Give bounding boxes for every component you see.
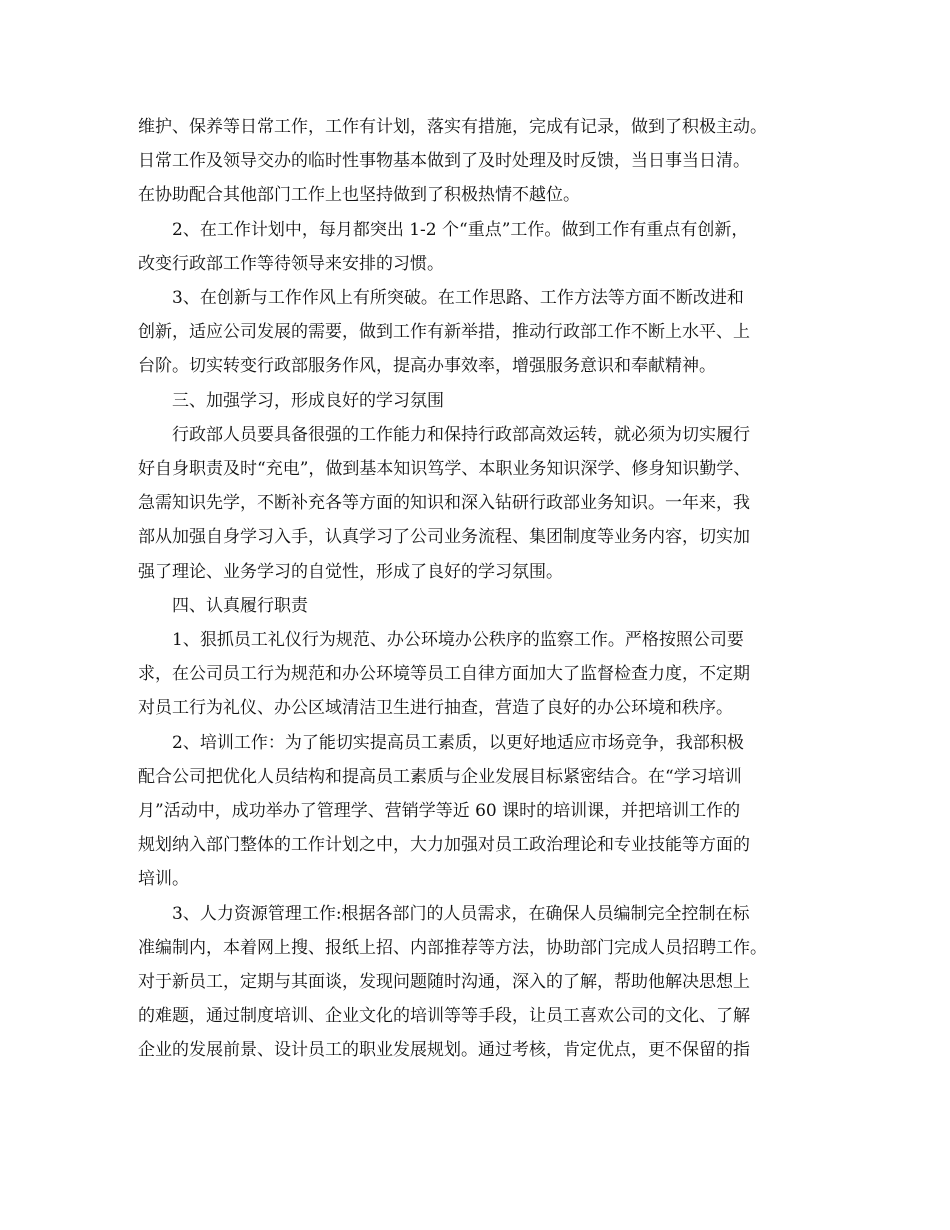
text-line: 强了理论、业务学习的自觉性，形成了良好的学习氛围。 [138, 561, 563, 582]
text-line: 对员工行为礼仪、办公区域清洁卫生进行抽查，营造了良好的办公环境和秩序。 [138, 698, 733, 719]
text-line: 2、在工作计划中，每月都突出 1-2 个“重点”工作。做到工作有重点有创新， [172, 219, 749, 240]
text-line: 部从加强自身学习入手，认真学习了公司业务流程、集团制度等业务内容，切实加 [138, 527, 750, 548]
text-line: 规划纳入部门整体的工作计划之中，大力加强对员工政治理论和专业技能等方面的 [138, 835, 750, 856]
paragraph [138, 897, 828, 1068]
text-line: 改变行政部工作等待领导来安排的习惯。 [138, 253, 444, 274]
section-heading [138, 589, 828, 623]
paragraph [138, 726, 828, 897]
paragraph [138, 213, 828, 281]
text-line: 1、狠抓员工礼仪行为规范、办公环境办公秩序的监察工作。严格按照公司要 [172, 630, 744, 651]
text-line: 日常工作及领导交办的临时性事物基本做到了及时处理及时反馈，当日事当日清。 [138, 151, 750, 172]
text-line: 四、认真履行职责 [172, 595, 308, 616]
text-line: 求，在公司员工行为规范和办公环境等员工自律方面加大了监督检查力度，不定期 [138, 664, 750, 685]
text-line: 台阶。切实转变行政部服务作风，提高办事效率，增强服务意识和奉献精神。 [138, 356, 716, 377]
text-line: 3、在创新与工作作风上有所突破。在工作思路、工作方法等方面不断改进和 [172, 288, 744, 309]
section-heading [138, 384, 828, 418]
text-line: 月”活动中，成功举办了管理学、营销学等近 60 课时的培训课，并把培训工作的 [138, 801, 741, 822]
text-line: 培训。 [138, 869, 189, 890]
text-line: 的难题，通过制度培训、企业文化的培训等等手段，让员工喜欢公司的文化、了解 [138, 1006, 750, 1027]
text-line: 创新，适应公司发展的需要，做到工作有新举措，推动行政部工作不断上水平、上 [138, 322, 750, 343]
text-line: 准编制内，本着网上搜、报纸上招、内部推荐等方法，协助部门完成人员招聘工作。 [138, 937, 767, 958]
paragraph [138, 418, 828, 589]
text-line: 对于新员工，定期与其面谈，发现问题随时沟通，深入的了解，帮助他解决思想上 [138, 972, 750, 993]
text-line: 企业的发展前景、设计员工的职业发展规划。通过考核，肯定优点，更不保留的指 [138, 1040, 750, 1061]
paragraph [138, 623, 828, 726]
text-line: 急需知识先学，不断补充各等方面的知识和深入钻研行政部业务知识。一年来，我 [138, 493, 750, 514]
text-line: 2、培训工作：为了能切实提高员工素质，以更好地适应市场竞争，我部积极 [172, 732, 744, 753]
text-line: 配合公司把优化人员结构和提高员工素质与企业发展目标紧密结合。在“学习培训 [138, 766, 742, 787]
text-line: 维护、保养等日常工作，工作有计划，落实有措施，完成有记录，做到了积极主动。 [138, 117, 767, 137]
text-line: 好自身职责及时“充电”，做到基本知识笃学、本职业务知识深学、修身知识勤学、 [138, 459, 751, 480]
text-line: 行政部人员要具备很强的工作能力和保持行政部高效运转，就必须为切实履行 [172, 424, 750, 445]
paragraph [138, 110, 828, 213]
paragraph [138, 281, 828, 384]
text-line: 在协助配合其他部门工作上也坚持做到了积极热情不越位。 [138, 185, 580, 206]
text-line: 3、人力资源管理工作:根据各部门的人员需求，在确保人员编制完全控制在标 [172, 903, 750, 924]
document-body [138, 110, 828, 1068]
text-line: 三、加强学习，形成良好的学习氛围 [172, 390, 444, 411]
